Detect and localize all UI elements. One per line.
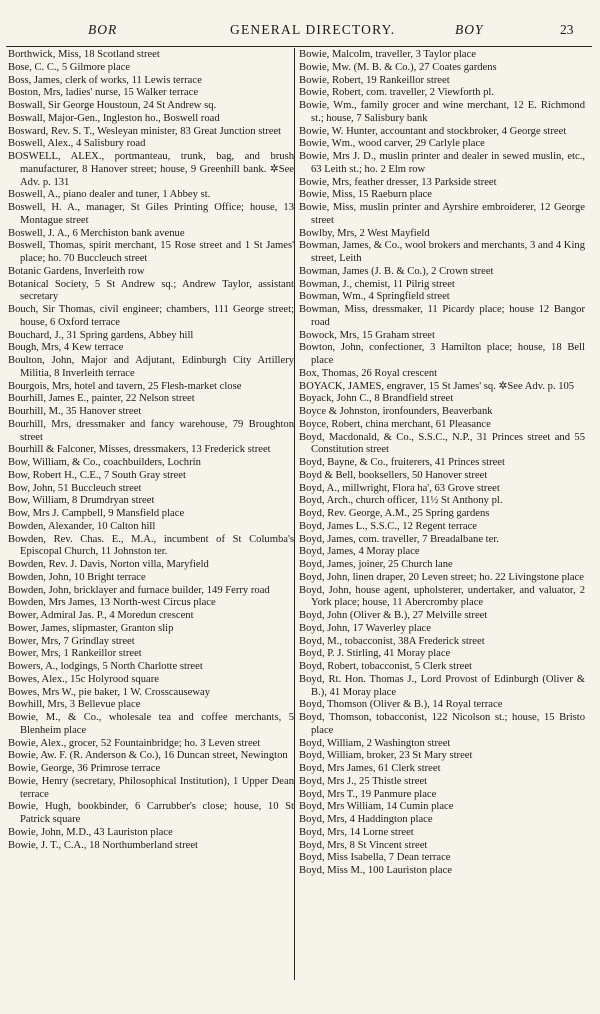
directory-entry: Bowton, John, confectioner, 3 Hamilton place; house, 18 Bell place [299, 342, 585, 366]
directory-entry: Bower, Mrs, 1 Rankeillor street [8, 648, 142, 660]
directory-entry: Boyd, A., millwright, Flora ha', 63 Grove street [299, 482, 500, 494]
directory-entry: Boswell, H. A., manager, St Giles Printing Office; house, 13 Montague street [8, 202, 294, 226]
directory-entry: Boyd, Mrs T., 19 Panmure place [299, 788, 437, 800]
directory-entry: Boyd, John, house agent, upholsterer, undertaker, and valuator, 2 York place; house, 11 Abercromby place [299, 584, 585, 609]
directory-entry: Bowie, Robert, com. traveller, 2 Viewforth pl. [299, 87, 494, 99]
directory-entry: Boyd, James, 4 Moray place [299, 546, 420, 558]
directory-entry: Boyd, Mrs, 8 St Vincent street [299, 839, 428, 851]
directory-entry: Boyce & Johnston, ironfounders, Beaverbank [299, 406, 493, 417]
directory-entry: Boyd, Mrs J., 25 Thistle street [299, 775, 428, 787]
directory-entry: Bowlby, Mrs, 2 West Mayfield [299, 227, 430, 239]
directory-entry: Bowman, Miss, dressmaker, 11 Picardy place; house 12 Bangor road [299, 304, 585, 328]
directory-entry: Bowock, Mrs, 15 Graham street [299, 329, 435, 341]
directory-entry: Bowie, Hugh, bookbinder, 6 Carrubber's close; house, 10 St Patrick square [8, 801, 294, 825]
left-guide-word: BOR [88, 22, 118, 37]
directory-entry: Boyd, Rev. George, A.M., 25 Spring gardens [299, 508, 490, 519]
directory-entry: Bowie, Miss, muslin printer and Ayrshire embroiderer, 12 George street [299, 202, 585, 226]
directory-entry: Boyd, John, linen draper, 20 Leven street; ho. 22 Livingstone place [299, 571, 584, 583]
directory-entry: Bow, William, & Co., coachbuilders, Lochrin [8, 457, 201, 468]
directory-entry: Bouch, Sir Thomas, civil engineer; chambers, 111 George street; house, 6 Oxford terrace [8, 304, 294, 328]
directory-entry: Boyd, Arch., church officer, 11½ St Anthony pl. [299, 495, 503, 507]
directory-entry: Boswell, J. A., 6 Merchiston bank avenue [8, 227, 185, 239]
directory-entry: Bowie, Mrs J. D., muslin printer and dealer in sewed muslin, etc., 63 Leith st.; ho. 2 Elm row [299, 151, 585, 175]
directory-entry: Bowie, Wm., family grocer and wine merchant, 12 E. Richmond st.; house, 7 Salisbury bank [299, 100, 585, 124]
directory-entry: Bow, John, 51 Buccleuch street [8, 482, 142, 494]
directory-entry: Bourgois, Mrs, hotel and tavern, 25 Flesh-market close [8, 380, 242, 392]
directory-entry: Boulton, John, Major and Adjutant, Edinburgh City Artillery Militia, 8 Inverleith terrace [8, 355, 294, 379]
directory-entry: Bowie, Alex., grocer, 52 Fountainbridge; ho. 3 Leven street [8, 737, 261, 749]
directory-entry: Boyd, Thomson (Oliver & B.), 14 Royal terrace [299, 699, 503, 711]
directory-entry: Bowie, Henry (secretary, Philosophical Institution), 1 Upper Dean terrace [8, 775, 294, 800]
directory-entry: Bowes, Mrs W., pie baker, 1 W. Crosscauseway [8, 686, 211, 698]
directory-entry: Bow, Robert H., C.E., 7 South Gray street [8, 469, 186, 481]
header-rule [6, 46, 592, 47]
directory-entry: Boswall, Sir George Houstoun, 24 St Andrew sq. [8, 100, 217, 111]
directory-entry: Boyd, Thomson, tobacconist, 122 Nicolson st.; house, 15 Bristo place [299, 712, 585, 736]
directory-entry: Bowie, Mw. (M. B. & Co.), 27 Coates gardens [299, 61, 497, 73]
directory-entry: Bowman, James (J. B. & Co.), 2 Crown street [299, 265, 494, 277]
directory-entry: Bowie, Robert, 19 Rankeillor street [299, 74, 450, 86]
directory-entry: Botanic Gardens, Inverleith row [8, 265, 145, 277]
directory-entry: Bouchard, J., 31 Spring gardens, Abbey hill [8, 329, 194, 341]
directory-entry: Boyd, Mrs James, 61 Clerk street [299, 763, 441, 774]
directory-entry: Boyd, John, 17 Waverley place [299, 622, 431, 634]
directory-entry: Bow, William, 8 Drumdryan street [8, 495, 155, 507]
right-column [299, 49, 585, 878]
directory-entry: Boyd, William, 2 Washington street [299, 737, 451, 749]
directory-entry: Bowie, Malcolm, traveller, 3 Taylor place [299, 49, 476, 60]
column-divider [294, 48, 295, 980]
directory-entry: Boyce, Robert, china merchant, 61 Pleasance [299, 418, 491, 430]
directory-entry: Boswell, Alex., 4 Salisbury road [8, 138, 146, 150]
directory-entry: Bowman, J., chemist, 11 Pilrig street [299, 278, 455, 290]
directory-entry: Bowie, George, 36 Primrose terrace [8, 763, 161, 774]
directory-entry: Bower, Mrs, 7 Grindlay street [8, 635, 135, 647]
directory-entry: Boyd, James, com. traveller, 7 Breadalbane ter. [299, 533, 499, 545]
directory-entry: Boswell, A., piano dealer and tuner, 1 Abbey st. [8, 189, 211, 201]
directory-entry: Boswall, Major-Gen., Ingleston ho., Boswell road [8, 112, 220, 124]
left-column [8, 49, 294, 852]
directory-entry: Boyd, Bayne, & Co., fruiterers, 41 Princes street [299, 457, 505, 468]
directory-entry: Boyd, James, joiner, 25 Church lane [299, 559, 453, 570]
directory-entry: Boss, James, clerk of works, 11 Lewis terrace [8, 74, 202, 86]
directory-entry: Bowers, A., lodgings, 5 North Charlotte street [8, 661, 203, 672]
directory-entry: Boyd, Mrs, 14 Lorne street [299, 826, 414, 838]
directory-entry: Bosward, Rev. S. T., Wesleyan minister, 83 Great Junction street [8, 125, 282, 137]
directory-entry: Boyd, James L., S.S.C., 12 Regent terrace [299, 520, 478, 532]
directory-entry: Bowden, Mrs James, 13 North-west Circus place [8, 597, 216, 609]
directory-entry: Boyd, Miss Isabella, 7 Dean terrace [299, 852, 451, 864]
right-guide-word: BOY [455, 22, 484, 37]
directory-entry: Bourhill, James E., painter, 22 Nelson street [8, 393, 195, 405]
directory-entry: Bowhill, Mrs, 3 Bellevue place [8, 699, 141, 711]
directory-entry: Boyd, Robert, tobacconist, 5 Clerk street [299, 661, 472, 672]
directory-entry: Bourhill, M., 35 Hanover street [8, 406, 142, 417]
directory-entry: Boyd, Rt. Hon. Thomas J., Lord Provost of Edinburgh (Oliver & B.), 41 Moray place [299, 673, 585, 698]
directory-entry: Bower, Admiral Jas. P., 4 Moredun crescent [8, 610, 194, 621]
directory-entry: BOYACK, JAMES, engraver, 15 St James' sq. ✲See Adv. p. 105 [299, 380, 575, 392]
directory-entry: Boyd & Bell, booksellers, 50 Hanover street [299, 469, 488, 481]
directory-entry: Boswell, Thomas, spirit merchant, 15 Rose street and 1 St James' place; ho. 70 Buccleuch street [8, 240, 294, 264]
directory-entry: Bowes, Alex., 15c Holyrood square [8, 673, 159, 685]
directory-entry: Boyack, John C., 8 Brandfield street [299, 393, 454, 405]
directory-entry: Box, Thomas, 26 Royal crescent [299, 367, 438, 379]
directory-entry: Bowie, W. Hunter, accountant and stockbroker, 4 George street [299, 125, 567, 137]
directory-entry: Bowden, Rev. Chas. E., M.A., incumbent of St Columba's Episcopal Church, 11 Johnston ter. [8, 533, 294, 558]
directory-entry: Bowman, James, & Co., wool brokers and merchants, 3 and 4 King street, Leith [299, 240, 585, 264]
directory-entry: BOSWELL, ALEX., portmanteau, trunk, bag, and brush manufacturer, 8 Hanover street; house, 9 Greenhill bank. ✲See Adv. p. 131 [8, 151, 294, 188]
directory-entry: Bose, C. C., 5 Gilmore place [8, 61, 131, 73]
directory-entry: Bourhill & Falconer, Misses, dressmakers, 13 Frederick street [8, 444, 271, 456]
directory-entry: Bower, James, slipmaster, Granton slip [8, 622, 174, 634]
directory-entry: Boyd, Mrs, 4 Haddington place [299, 814, 433, 825]
page-header [0, 22, 600, 42]
page-title: GENERAL DIRECTORY. [230, 22, 396, 37]
directory-entry: Boyd, John (Oliver & B.), 27 Melville street [299, 610, 488, 621]
directory-entry: Bow, Mrs J. Campbell, 9 Mansfield place [8, 508, 185, 519]
directory-entry: Borthwick, Miss, 18 Scotland street [8, 49, 160, 60]
directory-entry: Bowman, Wm., 4 Springfield street [299, 291, 450, 303]
directory-entry: Bowie, M., & Co., wholesale tea and coffee merchants, 5 Blenheim place [8, 712, 294, 736]
directory-entry: Bough, Mrs, 4 Kew terrace [8, 342, 124, 354]
directory-entry: Bowden, Alexander, 10 Calton hill [8, 520, 156, 532]
directory-entry: Bowden, John, bricklayer and furnace builder, 149 Ferry road [8, 584, 270, 596]
directory-entry: Botanical Society, 5 St Andrew sq.; Andrew Taylor, assistant secretary [8, 278, 294, 303]
directory-entry: Boyd, Macdonald, & Co., S.S.C., N.P., 31 Princes street and 55 Constitution street [299, 431, 585, 456]
directory-entry: Boyd, P. J. Stirling, 41 Moray place [299, 648, 451, 660]
directory-entry: Bowie, Miss, 15 Raeburn place [299, 189, 432, 201]
directory-entry: Bowie, J. T., C.A., 18 Northumberland street [8, 839, 198, 851]
directory-entry: Boyd, M., tobacconist, 38A Frederick street [299, 635, 485, 647]
directory-entry: Bowden, Rev. J. Davis, Norton villa, Maryfield [8, 559, 209, 570]
directory-entry: Bowie, Mrs, feather dresser, 13 Parkside street [299, 176, 497, 188]
directory-entry: Boyd, William, broker, 23 St Mary street [299, 750, 473, 762]
directory-entry: Boston, Mrs, ladies' nurse, 15 Walker terrace [8, 87, 199, 99]
directory-entry: Bowden, John, 10 Bright terrace [8, 571, 146, 583]
directory-entry: Bowie, John, M.D., 43 Lauriston place [8, 826, 173, 838]
directory-entry: Boyd, Mrs William, 14 Cumin place [299, 801, 454, 813]
directory-entry: Boyd, Miss M., 100 Lauriston place [299, 865, 453, 876]
page-number: 23 [560, 22, 574, 37]
directory-entry: Bourhill, Mrs, dressmaker and fancy warehouse, 79 Broughton street [8, 418, 294, 443]
directory-entry: Bowie, Aw. F. (R. Anderson & Co.), 16 Duncan street, Newington [8, 750, 288, 762]
directory-entry: Bowie, Wm., wood carver, 29 Carlyle place [299, 138, 485, 150]
